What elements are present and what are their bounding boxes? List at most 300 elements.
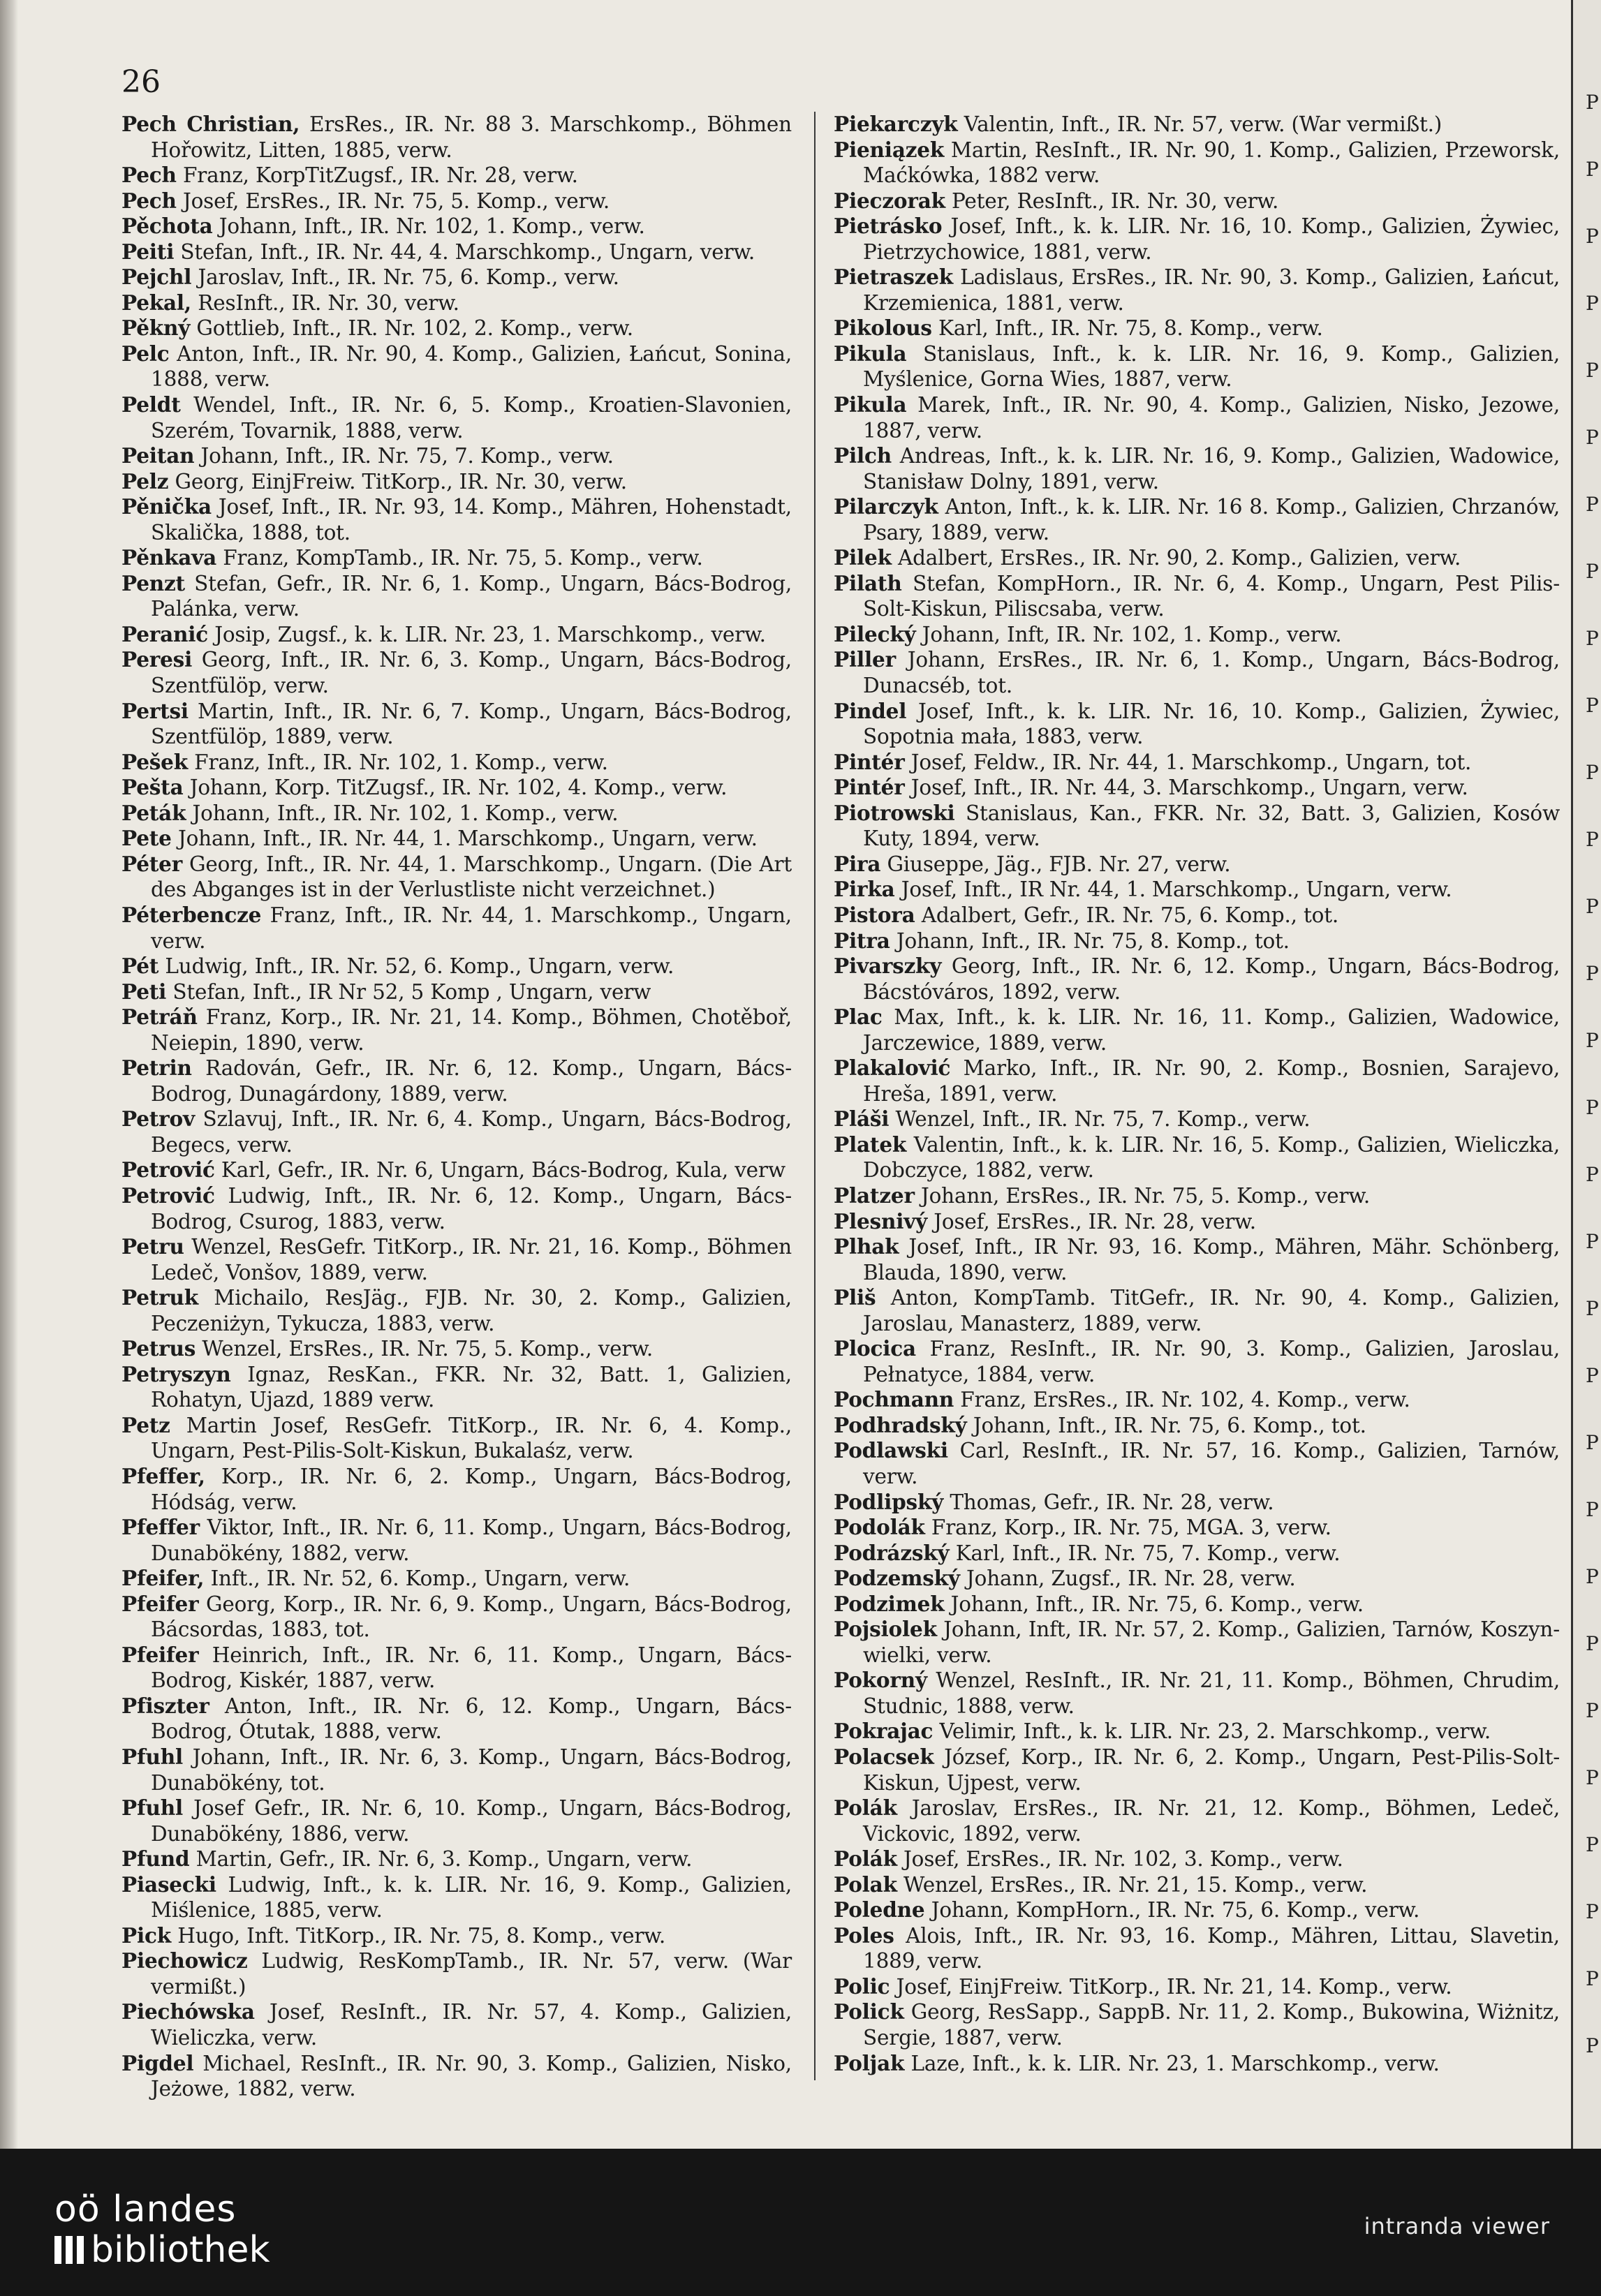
list-entry <box>834 1285 1560 1336</box>
list-entry <box>121 316 792 341</box>
list-entry <box>121 163 792 188</box>
list-entry <box>121 392 792 443</box>
list-entry <box>834 1745 1560 1795</box>
entry-surname: Pick <box>121 1923 171 1948</box>
list-entry <box>121 699 792 750</box>
list-entry <box>834 1566 1560 1592</box>
entry-surname: Pfeifer, <box>121 1566 205 1591</box>
entry-surname: Pigdel <box>121 2050 194 2075</box>
entry-surname: Pét <box>121 954 159 979</box>
entry-surname: Pokorný <box>834 1668 927 1693</box>
edge-letter: P <box>1586 1431 1599 1454</box>
list-entry <box>121 290 792 316</box>
entry-surname: Pivarszky <box>834 954 942 979</box>
entry-details: Johann, Inft, IR. Nr. 102, 1. Komp., verw. <box>922 622 1342 646</box>
entry-details: Georg, Korp., IR. Nr. 6, 9. Komp., Ungarn, Bács-Bodrog, Bácsordas, 1883, tot. <box>151 1592 792 1642</box>
entry-surname: Peldt <box>121 392 181 417</box>
edge-letter: P <box>1586 91 1599 114</box>
list-entry <box>121 647 792 698</box>
entry-details: Martin, Inft., IR. Nr. 6, 7. Komp., Ungarn, Bács-Bodrog, Szentfülöp, 1889, verw. <box>151 699 792 749</box>
entry-surname: Piechowicz <box>121 1948 248 1973</box>
entry-details: Laze, Inft., k. k. LIR. Nr. 23, 1. Marschkomp., verw. <box>910 2051 1440 2075</box>
entry-details: Giuseppe, Jäg., FJB. Nr. 27, verw. <box>887 852 1231 876</box>
entry-details: Josef, Inft., k. k. LIR. Nr. 16, 10. Komp., Galizien, Żywiec, Pietrzychowice, 1881, verw. <box>863 214 1560 264</box>
entry-details: Jaroslav, ErsRes., IR. Nr. 21, 12. Komp., Böhmen, Ledeč, Vickovic, 1892, verw. <box>863 1796 1560 1846</box>
entry-surname: Pete <box>121 826 172 851</box>
list-entry <box>834 1056 1560 1106</box>
entry-details: Stanislaus, Kan., FKR. Nr. 32, Batt. 3, Galizien, Kosów Kuty, 1894, verw. <box>863 801 1560 851</box>
entry-surname: Pintér <box>834 749 905 774</box>
entry-details: Max, Inft., k. k. LIR. Nr. 16, 11. Komp., Galizien, Wadowice, Jarczewice, 1889, verw. <box>863 1005 1560 1055</box>
list-entry <box>121 494 792 545</box>
entry-surname: Pfeifer <box>121 1591 199 1616</box>
entry-details: Josef, Inft., IR. Nr. 44, 3. Marschkomp., Ungarn, verw. <box>910 776 1468 800</box>
edge-letter: P <box>1586 560 1599 583</box>
entry-surname: Podlawski <box>834 1438 948 1463</box>
entry-surname: Peresi <box>121 647 193 672</box>
entry-details: Johann, ErsRes., IR. Nr. 6, 1. Komp., Ungarn, Bács-Bodrog, Dunacséb, tot. <box>863 648 1560 698</box>
list-entry <box>121 545 792 571</box>
entry-surname: Peták <box>121 800 186 825</box>
list-entry <box>834 699 1560 750</box>
list-entry <box>834 341 1560 392</box>
entry-details: Gottlieb, Inft., IR. Nr. 102, 2. Komp., verw. <box>196 316 633 341</box>
list-entry <box>834 1438 1560 1489</box>
list-entry <box>121 1566 792 1592</box>
list-entry <box>834 852 1560 877</box>
entry-surname: Petrus <box>121 1336 196 1361</box>
entry-surname: Poles <box>834 1923 894 1948</box>
list-entry <box>121 1005 792 1056</box>
edge-letter: P <box>1586 1163 1599 1186</box>
entry-surname: Pfuhl <box>121 1795 183 1821</box>
adjacent-page-edge <box>1571 0 1601 2149</box>
list-entry <box>834 1923 1560 1974</box>
column-divider <box>814 112 816 2080</box>
list-entry <box>834 1592 1560 1617</box>
list-entry <box>121 954 792 979</box>
entry-surname: Petryszyn <box>121 1361 231 1386</box>
entry-details: Wenzel, ErsRes., IR. Nr. 21, 15. Komp., verw. <box>903 1872 1368 1897</box>
edge-letter: P <box>1586 1096 1599 1119</box>
entry-details: Georg, Inft., IR. Nr. 6, 12. Komp., Ungarn, Bács-Bodrog, Bácstóváros, 1892, verw. <box>863 954 1560 1004</box>
edge-letter: P <box>1586 426 1599 449</box>
list-entry <box>121 826 792 852</box>
entry-details: Stefan, KompHorn., IR. Nr. 6, 4. Komp., Ungarn, Pest Pilis-Solt-Kiskun, Piliscsaba, verw. <box>863 571 1560 621</box>
list-entry <box>834 1234 1560 1285</box>
entry-surname: Pešta <box>121 775 184 800</box>
entry-surname: Poljak <box>834 2050 905 2075</box>
list-entry <box>834 1974 1560 2000</box>
entry-details: Karl, Inft., IR. Nr. 75, 7. Komp., verw. <box>955 1541 1341 1565</box>
list-entry <box>834 1999 1560 2050</box>
page-number: 26 <box>121 64 161 100</box>
edge-letter: P <box>1586 694 1599 717</box>
entry-details: Wenzel, ResGefr. TitKorp., IR. Nr. 21, 16. Komp., Böhmen Ledeč, Vonšov, 1889, verw. <box>151 1235 792 1284</box>
edge-letter: P <box>1586 1632 1599 1655</box>
entry-surname: Plakalović <box>834 1056 951 1081</box>
right-column <box>834 112 1560 2076</box>
list-entry <box>121 188 792 214</box>
entry-details: Anton, Inft., IR. Nr. 90, 4. Komp., Galizien, Łańcut, Sonina, 1888, verw. <box>151 341 792 392</box>
edge-letter: P <box>1586 1967 1599 1990</box>
entry-details: Johann, Inft., IR. Nr. 102, 1. Komp., verw. <box>219 214 645 239</box>
list-entry <box>834 1183 1560 1209</box>
entry-surname: Pikolous <box>834 316 932 341</box>
list-entry <box>834 1719 1560 1745</box>
entry-details: Franz, Inft., IR. Nr. 102, 1. Komp., verw. <box>194 750 608 774</box>
entry-details: Andreas, Inft., k. k. LIR. Nr. 16, 9. Komp., Galizien, Wadowice, Stanisław Dolny, 1891, verw. <box>863 444 1560 494</box>
list-entry <box>121 341 792 392</box>
entry-details: Franz, KorpTitZugsf., IR. Nr. 28, verw. <box>182 163 578 188</box>
list-entry <box>121 775 792 801</box>
entry-details: Franz, ResInft., IR. Nr. 90, 3. Komp., Galizien, Jaroslau, Pełnatyce, 1884, verw. <box>863 1337 1560 1386</box>
list-entry <box>834 1132 1560 1183</box>
entry-details: Franz, KompTamb., IR. Nr. 75, 5. Komp., verw. <box>223 546 703 570</box>
list-entry <box>834 2051 1560 2077</box>
viewer-footer <box>0 2149 1599 2296</box>
entry-surname: Pindel <box>834 698 907 723</box>
entry-details: Johann, Inft., IR. Nr. 102, 1. Komp., verw. <box>192 801 619 825</box>
list-entry <box>121 469 792 495</box>
list-entry <box>834 1846 1560 1872</box>
entry-surname: Podolák <box>834 1515 925 1540</box>
entry-details: Franz, Inft., IR. Nr. 44, 1. Marschkomp., Ungarn, verw. <box>151 903 792 953</box>
entry-details: Josef, Inft., k. k. LIR. Nr. 16, 10. Komp., Galizien, Żywiec, Sopotnia mała, 1883, verw. <box>863 699 1560 749</box>
list-entry <box>834 877 1560 903</box>
entry-details: Johann, ErsRes., IR. Nr. 75, 5. Komp., verw. <box>920 1183 1371 1208</box>
entry-details: Michael, ResInft., IR. Nr. 90, 3. Komp., Galizien, Nisko, Jeżowe, 1882, verw. <box>151 2051 792 2101</box>
edge-letter: P <box>1586 1498 1599 1521</box>
entry-surname: Polák <box>834 1846 897 1872</box>
list-entry <box>834 1336 1560 1387</box>
entry-surname: Pojsiolek <box>834 1617 937 1642</box>
list-entry <box>121 443 792 469</box>
entry-details: Anton, Inft., k. k. LIR. Nr. 16 8. Komp., Galizien, Chrzanów, Psary, 1889, verw. <box>863 495 1560 545</box>
entry-details: József, Korp., IR. Nr. 6, 2. Komp., Ungarn, Pest-Pilis-Solt-Kiskun, Ujpest, verw. <box>863 1745 1560 1795</box>
entry-surname: Pfuhl <box>121 1745 183 1769</box>
list-entry <box>834 1795 1560 1846</box>
list-entry <box>121 1745 792 1795</box>
entry-surname: Pochmann <box>834 1387 954 1412</box>
entry-surname: Peranić <box>121 621 209 646</box>
entry-details: Ladislaus, ErsRes., IR. Nr. 90, 3. Komp., Galizien, Łańcut, Krzemienica, 1881, verw. <box>863 265 1560 315</box>
entry-surname: Pertsi <box>121 698 189 723</box>
entry-details: Stanislaus, Inft., k. k. LIR. Nr. 16, 9. Komp., Galizien, Myślenice, Gorna Wies, 1887, verw. <box>863 341 1560 392</box>
entry-details: Velimir, Inft., k. k. LIR. Nr. 23, 2. Marschkomp., verw. <box>939 1719 1491 1744</box>
entry-details: Jaroslav, Inft., IR. Nr. 75, 6. Komp., verw. <box>198 265 619 290</box>
edge-letter: P <box>1586 1230 1599 1253</box>
entry-details: Adalbert, Gefr., IR. Nr. 75, 6. Komp., tot. <box>921 903 1339 927</box>
list-entry <box>834 1897 1560 1923</box>
list-entry <box>834 214 1560 265</box>
list-entry <box>121 265 792 290</box>
entry-surname: Pilecký <box>834 621 916 646</box>
list-entry <box>121 1515 792 1566</box>
entry-surname: Pekal, <box>121 290 191 315</box>
list-entry <box>834 188 1560 214</box>
entry-surname: Podhradský <box>834 1412 967 1437</box>
edge-letter: P <box>1586 1364 1599 1387</box>
entry-surname: Petruk <box>121 1285 199 1310</box>
entry-details: Franz, ErsRes., IR. Nr. 102, 4. Komp., verw. <box>960 1388 1410 1412</box>
list-entry <box>834 1617 1560 1668</box>
entry-details: Hugo, Inft. TitKorp., IR. Nr. 75, 8. Komp., verw. <box>177 1923 665 1948</box>
entry-surname: Petrov <box>121 1106 195 1132</box>
entry-details: Ludwig, ResKompTamb., IR. Nr. 57, verw. (War vermißt.) <box>151 1949 792 1999</box>
entry-details: Ignaz, ResKan., FKR. Nr. 32, Batt. 1, Galizien, Rohatyn, Ujazd, 1889 verw. <box>151 1362 792 1412</box>
entry-surname: Pfeffer, <box>121 1463 205 1488</box>
edge-letter: P <box>1586 292 1599 315</box>
entry-surname: Pintér <box>834 775 905 800</box>
list-entry <box>834 1515 1560 1541</box>
entry-details: Thomas, Gefr., IR. Nr. 28, verw. <box>950 1490 1274 1514</box>
entry-surname: Pech <box>121 163 177 188</box>
list-entry <box>834 903 1560 928</box>
entry-surname: Podzimek <box>834 1591 945 1616</box>
entry-details: Johann, Inft., IR. Nr. 44, 1. Marschkomp., Ungarn, verw. <box>177 827 758 851</box>
entry-surname: Pistora <box>834 902 915 927</box>
entry-surname: Pfeffer <box>121 1515 200 1540</box>
entry-surname: Podlipský <box>834 1489 944 1514</box>
entry-details: Josef Gefr., IR. Nr. 6, 10. Komp., Ungarn, Bács-Bodrog, Dunabökény, 1886, verw. <box>151 1796 792 1846</box>
list-entry <box>834 750 1560 776</box>
viewer-label[interactable]: intranda viewer <box>1364 2213 1550 2239</box>
list-entry <box>834 647 1560 698</box>
entry-surname: Penzt <box>121 570 185 595</box>
edge-letter: P <box>1586 761 1599 784</box>
entry-details: Stefan, Gefr., IR. Nr. 6, 1. Komp., Ungarn, Bács-Bodrog, Palánka, verw. <box>151 571 792 621</box>
edge-letter: P <box>1586 158 1599 181</box>
list-entry <box>121 1157 792 1183</box>
list-entry <box>834 316 1560 341</box>
entry-surname: Podrázský <box>834 1540 950 1565</box>
entry-surname: Plhak <box>834 1234 899 1259</box>
entry-surname: Pilch <box>834 443 892 468</box>
list-entry <box>834 392 1560 443</box>
list-entry <box>121 239 792 265</box>
entry-details: Wenzel, ErsRes., IR. Nr. 75, 5. Komp., verw. <box>202 1337 654 1361</box>
entry-surname: Polak <box>834 1872 897 1897</box>
list-entry <box>121 2051 792 2102</box>
entry-surname: Pěnička <box>121 494 212 519</box>
entry-details: Johann, Inft., IR. Nr. 75, 6. Komp., tot. <box>973 1413 1366 1437</box>
edge-letter: P <box>1586 962 1599 985</box>
entry-details: Radován, Gefr., IR. Nr. 6, 12. Komp., Ungarn, Bács-Bodrog, Dunagárdony, 1889, verw. <box>151 1056 792 1106</box>
logo-text-line2-row <box>54 2230 270 2270</box>
logo-bars-icon <box>54 2236 84 2264</box>
entry-details: Josip, Zugsf., k. k. LIR. Nr. 23, 1. Marschkomp., verw. <box>214 622 766 646</box>
entry-details: Wendel, Inft., IR. Nr. 6, 5. Komp., Kroatien-Slavonien, Szerém, Tovarnik, 1888, verw. <box>151 393 792 443</box>
list-entry <box>121 214 792 239</box>
list-entry <box>834 1005 1560 1056</box>
entry-surname: Pieniązek <box>834 137 945 162</box>
entry-surname: Peiti <box>121 239 175 264</box>
library-logo[interactable] <box>54 2189 270 2270</box>
entry-details: ResInft., IR. Nr. 30, verw. <box>198 290 459 315</box>
list-entry <box>834 1209 1560 1235</box>
list-entry <box>834 775 1560 801</box>
entry-surname: Pěnkava <box>121 545 217 570</box>
edge-letter: P <box>1586 895 1599 918</box>
list-entry <box>121 1923 792 1949</box>
entry-surname: Pikula <box>834 341 907 366</box>
entry-surname: Péterbencze <box>121 902 262 927</box>
entry-details: Josef, ErsRes., IR. Nr. 75, 5. Komp., verw. <box>182 188 610 213</box>
entry-details: Johann, Inft., IR. Nr. 75, 8. Komp., tot. <box>896 928 1290 953</box>
entry-details: Johann, Inft, IR. Nr. 57, 2. Komp., Galizien, Tarnów, Koszyn-wielki, verw. <box>863 1617 1560 1667</box>
entry-surname: Pejchl <box>121 265 192 290</box>
edge-letter: P <box>1586 828 1599 851</box>
entry-surname: Pilek <box>834 545 892 570</box>
entry-details: Szlavuj, Inft., IR. Nr. 6, 4. Komp., Ungarn, Bács-Bodrog, Begecs, verw. <box>151 1107 792 1157</box>
logo-text-line1: oö landes <box>54 2188 237 2230</box>
entry-details: Josef, ErsRes., IR. Nr. 28, verw. <box>934 1209 1256 1234</box>
list-entry <box>121 750 792 776</box>
list-entry <box>834 1387 1560 1413</box>
list-entry <box>121 1183 792 1234</box>
entry-details: Josef, ErsRes., IR. Nr. 102, 3. Komp., verw. <box>903 1847 1343 1872</box>
entry-surname: Péter <box>121 851 183 876</box>
list-entry <box>121 1106 792 1157</box>
list-entry <box>834 1541 1560 1567</box>
entry-details: Alois, Inft., IR. Nr. 93, 16. Komp., Mähren, Littau, Slavetin, 1889, verw. <box>863 1923 1560 1973</box>
list-entry <box>121 1948 792 1999</box>
entry-details: Karl, Inft., IR. Nr. 75, 8. Komp., verw. <box>938 316 1323 341</box>
entry-surname: Pěchota <box>121 214 213 239</box>
entry-details: Josef, Feldw., IR. Nr. 44, 1. Marschkomp., Ungarn, tot. <box>910 750 1472 774</box>
entry-surname: Piotrowski <box>834 800 955 825</box>
list-entry <box>121 1795 792 1846</box>
entry-surname: Pfiszter <box>121 1693 209 1718</box>
entry-surname: Petrović <box>121 1183 215 1208</box>
list-entry <box>834 443 1560 494</box>
logo-text-line2: bibliothek <box>91 2229 270 2271</box>
entry-details: Stefan, Inft., IR. Nr. 44, 4. Marschkomp., Ungarn, verw. <box>180 239 755 264</box>
entry-details: Johann, Inft., IR. Nr. 6, 3. Komp., Ungarn, Bács-Bodrog, Dunabökény, tot. <box>151 1745 792 1795</box>
entry-surname: Petrin <box>121 1056 192 1081</box>
list-entry <box>121 979 792 1005</box>
list-entry <box>121 622 792 648</box>
entry-surname: Pietrásko <box>834 214 943 239</box>
book-spine-shadow <box>0 0 18 2149</box>
list-entry <box>121 1643 792 1694</box>
entry-surname: Pikula <box>834 392 907 417</box>
entry-surname: Petrović <box>121 1157 215 1183</box>
entry-surname: Pirka <box>834 877 895 902</box>
entry-surname: Poledne <box>834 1897 925 1923</box>
entry-surname: Pira <box>834 851 881 876</box>
entry-details: Ludwig, Inft., IR. Nr. 6, 12. Komp., Ungarn, Bács-Bodrog, Csurog, 1883, verw. <box>151 1183 792 1234</box>
edge-letter: P <box>1586 627 1599 650</box>
entry-surname: Pěkný <box>121 316 191 341</box>
entry-details: Georg, Inft., IR. Nr. 6, 3. Komp., Ungarn, Bács-Bodrog, Szentfülöp, verw. <box>151 648 792 698</box>
entry-details: Josef, Inft., IR Nr. 44, 1. Marschkomp., Ungarn, verw. <box>901 877 1452 902</box>
entry-surname: Pláši <box>834 1106 890 1132</box>
edge-letter: P <box>1586 225 1599 248</box>
list-entry <box>834 112 1560 138</box>
list-entry <box>121 1362 792 1413</box>
entry-details: Stefan, Inft., IR Nr 52, 5 Komp , Ungarn, verw <box>172 979 651 1004</box>
entry-surname: Pfeifer <box>121 1642 199 1667</box>
entry-details: Martin Josef, ResGefr. TitKorp., IR. Nr. 6, 4. Komp., Ungarn, Pest-Pilis-Solt-Kiskun, Bukalaśz, verw. <box>151 1413 792 1463</box>
list-entry <box>834 954 1560 1005</box>
entry-surname: Pelc <box>121 341 170 366</box>
list-entry <box>834 138 1560 188</box>
entry-details: Heinrich, Inft., IR. Nr. 6, 11. Komp., Ungarn, Bács-Bodrog, Kiskér, 1887, verw. <box>151 1643 792 1693</box>
edge-letter: P <box>1586 1833 1599 1856</box>
entry-surname: Polák <box>834 1795 897 1821</box>
entry-surname: Pilarczyk <box>834 494 938 519</box>
entry-details: Inft., IR. Nr. 52, 6. Komp., Ungarn, verw. <box>210 1567 630 1591</box>
list-entry <box>121 1999 792 2050</box>
entry-surname: Piekarczyk <box>834 112 958 136</box>
edge-letter: P <box>1586 493 1599 516</box>
entry-details: Michailo, ResJäg., FJB. Nr. 30, 2. Komp., Galizien, Peczeniżyn, Tykucza, 1883, verw. <box>151 1286 792 1335</box>
entry-surname: Pliš <box>834 1285 876 1310</box>
list-entry <box>834 1490 1560 1516</box>
entry-details: Marko, Inft., IR. Nr. 90, 2. Komp., Bosnien, Sarajevo, Hreša, 1891, verw. <box>863 1056 1560 1106</box>
entry-details: Carl, ResInft., IR. Nr. 57, 16. Komp., Galizien, Tarnów, verw. <box>863 1439 1560 1488</box>
entry-details: Josef, Inft., IR Nr. 93, 16. Komp., Mähren, Mähr. Schönberg, Blauda, 1890, verw. <box>863 1235 1560 1284</box>
list-entry <box>834 1106 1560 1132</box>
entry-details: Johann, Zugsf., IR. Nr. 28, verw. <box>966 1567 1296 1591</box>
edge-letter: P <box>1586 1565 1599 1588</box>
entry-details: Johann, Inft., IR. Nr. 75, 6. Komp., verw. <box>950 1592 1364 1616</box>
entry-details: Josef, EinjFreiw. TitKorp., IR. Nr. 21, 14. Komp., verw. <box>896 1974 1452 1999</box>
list-entry <box>121 112 792 163</box>
list-entry <box>121 1694 792 1745</box>
entry-details: Georg, Inft., IR. Nr. 44, 1. Marschkomp., Ungarn. (Die Art des Abganges ist in der Verlustliste nicht verzeichnet.) <box>151 852 792 902</box>
edge-letter: P <box>1586 1699 1599 1722</box>
entry-surname: Pitra <box>834 928 890 953</box>
list-entry <box>834 1668 1560 1719</box>
entry-details: Josef, Inft., IR. Nr. 93, 14. Komp., Mähren, Hohenstadt, Skalička, 1888, tot. <box>151 495 792 545</box>
entry-details: Wenzel, Inft., IR. Nr. 75, 7. Komp., verw. <box>895 1107 1311 1132</box>
entry-details: Peter, ResInft., IR. Nr. 30, verw. <box>952 188 1279 213</box>
entry-details: Adalbert, ErsRes., IR. Nr. 90, 2. Komp., Galizien, verw. <box>898 546 1461 570</box>
entry-surname: Pelz <box>121 468 169 494</box>
entry-surname: Petz <box>121 1412 170 1437</box>
list-entry <box>121 1846 792 1872</box>
entry-details: Ludwig, Inft., IR. Nr. 52, 6. Komp., Ungarn, verw. <box>165 954 674 979</box>
list-entry <box>834 801 1560 852</box>
entry-details: Georg, ResSapp., SappB. Nr. 11, 2. Komp., Bukowina, Wiżnitz, Sergie, 1887, verw. <box>863 2000 1560 2050</box>
entry-details: ErsRes., IR. Nr. 88 3. Marschkomp., Böhmen Hořowitz, Litten, 1885, verw. <box>151 112 792 162</box>
entry-surname: Petru <box>121 1234 184 1259</box>
list-entry <box>121 801 792 827</box>
entry-surname: Pieczorak <box>834 188 945 213</box>
entry-details: Franz, Korp., IR. Nr. 75, MGA. 3, verw. <box>931 1516 1331 1540</box>
entry-details: Wenzel, ResInft., IR. Nr. 21, 11. Komp., Böhmen, Chrudim, Studnic, 1888, verw. <box>863 1668 1560 1718</box>
list-entry <box>121 1464 792 1515</box>
entry-details: Martin, Gefr., IR. Nr. 6, 3. Komp., Ungarn, verw. <box>195 1847 693 1872</box>
entry-surname: Polacsek <box>834 1745 934 1769</box>
entry-surname: Platek <box>834 1132 907 1157</box>
list-entry <box>121 1336 792 1362</box>
entry-details: Karl, Gefr., IR. Nr. 6, Ungarn, Bács-Bodrog, Kula, verw <box>221 1158 785 1183</box>
edge-letter: P <box>1586 359 1599 382</box>
entry-details: Valentin, Inft., IR. Nr. 57, verw. (War vermißt.) <box>964 112 1443 136</box>
entry-details: Johann, Korp. TitZugsf., IR. Nr. 102, 4. Komp., verw. <box>189 776 728 800</box>
list-entry <box>121 1413 792 1464</box>
entry-surname: Piller <box>834 647 896 672</box>
entry-details: Georg, EinjFreiw. TitKorp., IR. Nr. 30, verw. <box>175 469 627 494</box>
edge-letter: P <box>1586 1029 1599 1052</box>
list-entry <box>834 545 1560 571</box>
edge-letter: P <box>1586 1297 1599 1320</box>
entry-details: Johann, Inft., IR. Nr. 75, 7. Komp., verw. <box>200 444 614 468</box>
